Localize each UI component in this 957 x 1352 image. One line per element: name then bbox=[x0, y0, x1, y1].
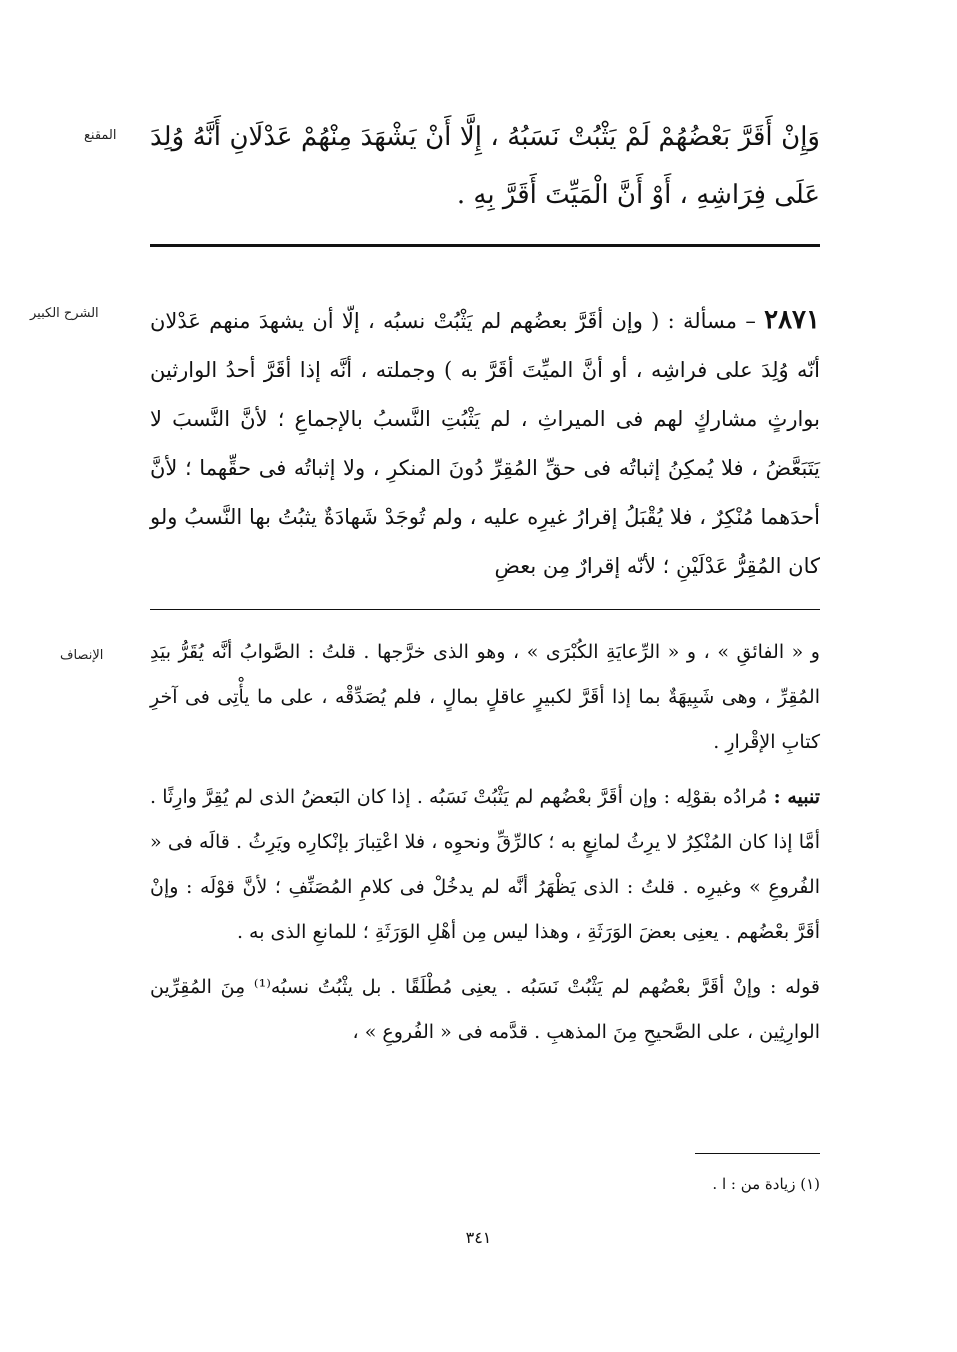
muqni-paragraph: وَإِنْ أَقَرَّ بَعْضُهُمْ لَمْ يَثْبُتْ نَسَبُهُ ، إِلَّا أَنْ يَشْهَدَ مِنْهُمْ عَدْلَانِ أَنَّهُ وُلِدَ عَلَى فِرَاشِهِ ، أَوْ أَنَّ الْمَيِّتَ أَقَرَّ بِهِ . bbox=[150, 122, 820, 210]
footnote-divider bbox=[695, 1153, 820, 1154]
section-divider-thin bbox=[150, 609, 820, 610]
insaf-paragraph-1: و « الفائقِ » ، و « الرِّعايَةِ الكُبْرَى » ، وهو الذى خرَّجها . قلتُ : الصَّوابُ أنَّه يُقَرُّ بيَدِ المُقِرِّ ، وهى شَبِيهَةٌ بما إذا أقَرَّ لكبيرٍ عاقلٍ بمالٍ ، فلم يُصَدِّقْه ، على ما يأْتِى فى آخرِ كتابِ الإقْرارِ . bbox=[150, 641, 820, 753]
page-number: ٣٤١ bbox=[465, 1228, 492, 1247]
insaf-paragraph-3: قوله : وإنْ أقَرَّ بعْضُهم لم يَثْبُتْ نَسَبُه . يعنِى مُطْلَقًا . بل يثْبُتُ نسبُه⁽¹⁾ مِنَ المُقِرِّين الوارِثِين ، على الصَّحيحِ مِنَ المذهبِ . قدَّمه فى « الفُروعِ » ، bbox=[150, 976, 820, 1043]
muqni-text bbox=[150, 108, 820, 224]
sharh-body: – مسألة : ( وإن أقَرَّ بعضُهم لم يَثْبُتْ نسبُه ، إلّا أن يشهدَ منهم عَدْلان أنّه وُلِدَ على فراشِه ، أو أنَّ الميِّتَ أقَرَّ به ) وجملته ، أنَّه إذا أقَرَّ أحدُ الوارثين بوارثٍ مشاركٍ لهم فى الميراثِ ، لم يَثْبُتِ النَّسبُ بالإجماعِ ؛ لأنَّ النَّسبَ لا يَتَبَعَّضُ ، فلا يُمكِنُ إثباتُه فى حقِّ المُقِرِّ دُونَ المنكرِ ، ولا إثباتُه فى حقِّهما ؛ لأنَّ أحدَهما مُنْكِرٌ ، فلا يُقْبَلُ إقرارُ غيرِه عليه ، ولم تُوجَدْ شَهادَةٌ يثبُتُ بها النَّسبُ ولو كان المُقِرُّ عَدْلَيْنِ ؛ لأنّه إقرارٌ مِن بعضِ bbox=[150, 309, 820, 578]
sharh-paragraph bbox=[150, 296, 820, 591]
sharh-text bbox=[150, 296, 820, 591]
issue-number: ٢٨٧١ bbox=[764, 305, 820, 335]
footnote: (١) زيادة من : ا . bbox=[712, 1175, 820, 1193]
insaf-paragraph-2 bbox=[150, 775, 820, 955]
tanbih-lead: تنبيه : bbox=[773, 786, 820, 808]
insaf-text bbox=[150, 630, 820, 1065]
section-label-insaf: الإنصاف bbox=[60, 648, 104, 663]
section-label-muqni: المقنع bbox=[84, 128, 117, 143]
tanbih-body: مُرادُه بقوْلِه : وإن أقَرَّ بعْضُهم لم يَثْبُتْ نَسَبُه . إذا كان البَعضُ الذى لم يُقِرَّ وارِثًا . أمَّا إذا كان المُنْكِرُ لا يرِثُ لمانِعٍ به ؛ كالرِّقِّ ونحوِه ، فلا اعْتِبارَ بإنْكارِه ويَرِثُ . قالَه فى « الفُروعِ » وغيرِه . قلتُ : الذى يَظْهَرُ أنَّه لم يدخُلْ فى كلامِ المُصَنِّفِ ؛ لأنَّ قوْلَه : وإنْ أقَرَّ بعْضُهم . يعنِى بعضَ الوَرَثَةِ ، وهذا ليس مِن أهْلِ الوَرَثَةِ ؛ للمانعِ الذى به . bbox=[150, 786, 820, 943]
section-divider-thick bbox=[150, 244, 820, 247]
section-label-sharh: الشرح الكبير bbox=[30, 306, 99, 321]
